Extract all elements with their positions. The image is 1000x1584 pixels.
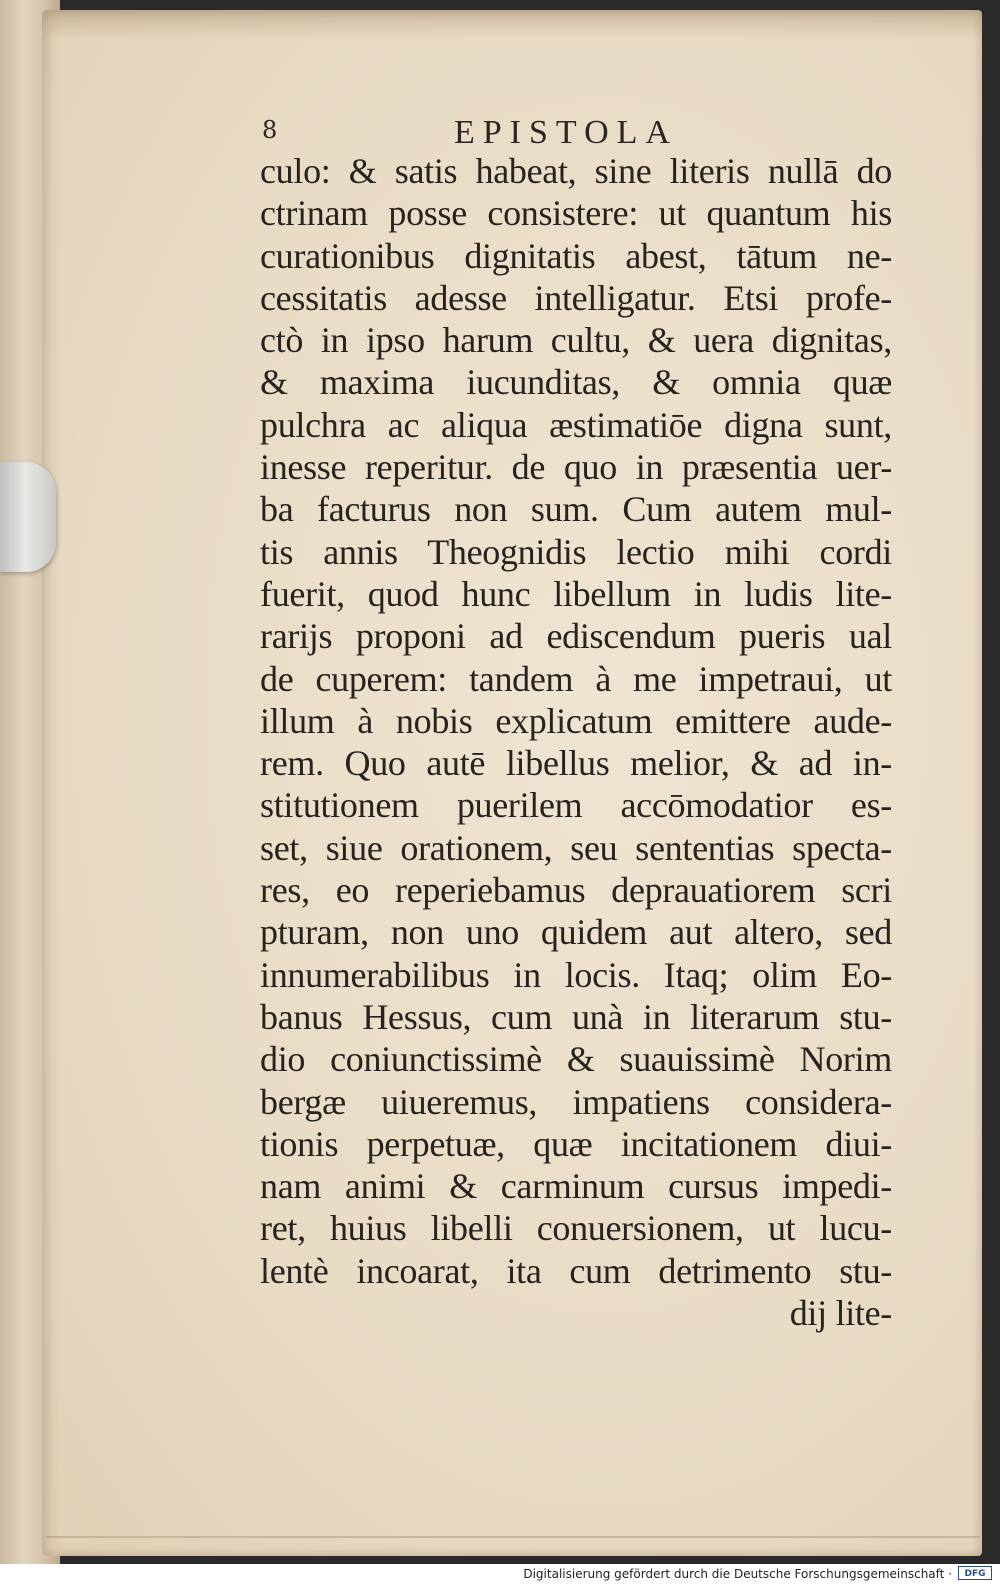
page-header: [262, 112, 892, 152]
text-line: bergæ uiueremus, impatiens considera-: [260, 1081, 892, 1122]
page-clip: [0, 462, 56, 572]
text-line: culo: & satis habeat, sine literis nullā do: [260, 151, 892, 191]
text-line: & maxima iucunditas, & omnia quæ: [260, 362, 892, 403]
text-line: inesse reperitur. de quo in præsentia uer-: [260, 447, 892, 488]
text-line: illum à nobis explicatum emittere aude-: [260, 700, 892, 741]
running-head: EPISTOLA: [454, 114, 678, 151]
text-line: dij lite-: [789, 1293, 892, 1334]
text-line: pturam, non uno quidem aut altero, sed: [260, 912, 892, 953]
text-line: ret, huius libelli conuersionem, ut lucu-: [260, 1208, 892, 1249]
digitization-credit: Digitalisierung gefördert durch die Deutsche Forschungsgemeinschaft ·: [523, 1567, 952, 1581]
page-top-shade: [42, 10, 982, 40]
text-line: dio coniunctissimè & suauissimè Norim: [260, 1039, 892, 1080]
text-line: curationibus dignitatis abest, tātum ne-: [260, 235, 892, 276]
text-line: pulchra ac aliqua æstimatiōe digna sunt,: [260, 404, 892, 445]
text-line: de cuperem: tandem à me impetraui, ut: [260, 658, 892, 699]
text-line: set, siue orationem, seu sententias specta-: [260, 827, 892, 868]
body-text: [260, 150, 892, 1334]
text-line: ctò in ipso harum cultu, & uera dignitas,: [260, 320, 892, 361]
text-line: cessitatis adesse intelligatur. Etsi profe-: [260, 277, 892, 318]
text-line: lentè incoarat, ita cum detrimento stu-: [260, 1250, 892, 1291]
text-line: nam animi & carminum cursus impedi-: [260, 1166, 892, 1207]
text-line: banus Hessus, cum unà in literarum stu-: [260, 996, 892, 1037]
text-line: fuerit, quod hunc libellum in ludis lite-: [260, 573, 892, 614]
text-line: innumerabilibus in locis. Itaq; olim Eo-: [260, 954, 892, 995]
text-line: ctrinam posse consistere: ut quantum his: [260, 193, 892, 234]
text-line: res, eo reperiebamus deprauatiorem scri: [260, 870, 892, 911]
text-line: ba facturus non sum. Cum autem mul-: [260, 489, 892, 530]
text-line: rem. Quo autē libellus melior, & ad in-: [260, 743, 892, 784]
text-line: tionis perpetuæ, quæ incitationem diui-: [260, 1123, 892, 1164]
dfg-logo: DFG: [958, 1566, 992, 1580]
text-line: stitutionem puerilem accōmodatior es-: [260, 785, 892, 826]
folio-number: 8: [262, 116, 278, 144]
text-line: rarijs proponi ad ediscendum pueris ual: [260, 616, 892, 657]
page-bottom-edge: [46, 1536, 980, 1552]
text-line: tis annis Theognidis lectio mihi cordi: [260, 531, 892, 572]
